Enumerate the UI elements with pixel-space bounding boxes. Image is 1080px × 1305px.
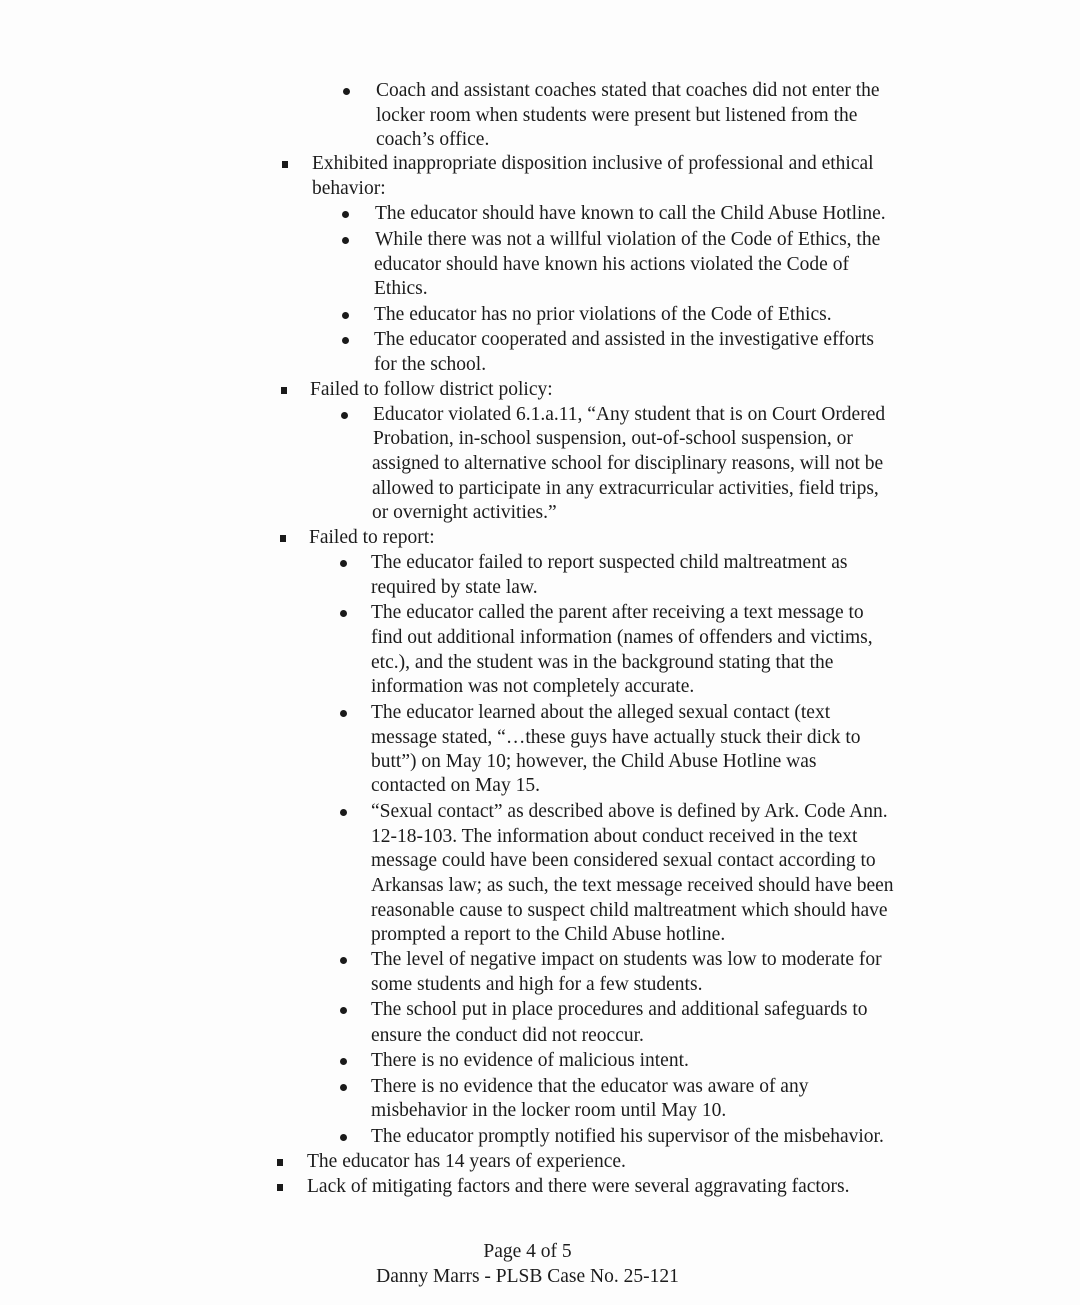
- text-line: The educator called the parent after receiving a text message to: [371, 602, 864, 623]
- text-line: Failed to report:: [309, 527, 435, 548]
- text-line: ensure the conduct did not reoccur.: [371, 1025, 644, 1046]
- text-line: The educator cooperated and assisted in the investigative efforts: [374, 329, 874, 350]
- square-bullet-icon: [277, 1159, 283, 1166]
- text-line: Coach and assistant coaches stated that coaches did not enter the: [376, 80, 880, 101]
- text-line: message could have been considered sexual contact according to: [371, 850, 876, 871]
- text-line: butt”) on May 10; however, the Child Abuse Hotline was: [371, 751, 817, 772]
- round-bullet-icon: [340, 1058, 347, 1065]
- text-line: The educator has 14 years of experience.: [307, 1151, 626, 1172]
- text-line: for the school.: [374, 354, 487, 375]
- text-line: locker room when students were present but listened from the: [376, 105, 858, 126]
- text-line: contacted on May 15.: [371, 775, 540, 796]
- text-line: misbehavior in the locker room until May 10.: [371, 1100, 727, 1121]
- text-line: Probation, in-school suspension, out-of-school suspension, or: [373, 428, 853, 449]
- round-bullet-icon: [340, 610, 347, 617]
- text-line: educator should have known his actions violated the Code of: [374, 254, 849, 275]
- text-line: The educator failed to report suspected child maltreatment as: [371, 552, 848, 573]
- round-bullet-icon: [342, 237, 349, 244]
- text-line: The educator learned about the alleged sexual contact (text: [371, 702, 831, 723]
- round-bullet-icon: [342, 312, 349, 319]
- text-line: The level of negative impact on students was low to moderate for: [371, 949, 882, 970]
- text-line: The educator promptly notified his supervisor of the misbehavior.: [371, 1126, 884, 1147]
- square-bullet-icon: [280, 535, 286, 542]
- text-line: prompted a report to the Child Abuse hotline.: [371, 924, 726, 945]
- round-bullet-icon: [340, 957, 347, 964]
- round-bullet-icon: [343, 88, 350, 95]
- text-line: Failed to follow district policy:: [310, 379, 553, 400]
- text-line: message stated, “…these guys have actually stuck their dick to: [371, 727, 861, 748]
- text-line: The educator has no prior violations of the Code of Ethics.: [374, 304, 832, 325]
- text-line: assigned to alternative school for disciplinary reasons, will not be: [372, 453, 884, 474]
- round-bullet-icon: [340, 809, 347, 816]
- round-bullet-icon: [340, 1007, 347, 1014]
- square-bullet-icon: [281, 387, 287, 394]
- text-line: or overnight activities.”: [372, 502, 557, 523]
- text-line: Exhibited inappropriate disposition inclusive of professional and ethical: [312, 153, 874, 174]
- text-line: etc.), and the student was in the background stating that the: [371, 652, 834, 673]
- text-line: behavior:: [312, 178, 386, 199]
- text-line: 12-18-103. The information about conduct received in the text: [371, 826, 858, 847]
- round-bullet-icon: [342, 337, 349, 344]
- text-line: There is no evidence of malicious intent.: [371, 1050, 689, 1071]
- text-line: Lack of mitigating factors and there were several aggravating factors.: [307, 1176, 850, 1197]
- text-line: Arkansas law; as such, the text message received should have been: [371, 875, 894, 896]
- text-line: some students and high for a few students.: [371, 974, 703, 995]
- case-reference: Danny Marrs - PLSB Case No. 25-121: [376, 1266, 679, 1287]
- page-number: Page 4 of 5: [483, 1241, 572, 1262]
- text-line: Educator violated 6.1.a.11, “Any student that is on Court Ordered: [373, 404, 886, 425]
- text-line: The educator should have known to call the Child Abuse Hotline.: [375, 203, 886, 224]
- round-bullet-icon: [340, 560, 347, 567]
- round-bullet-icon: [340, 1134, 347, 1141]
- text-line: find out additional information (names of offenders and victims,: [371, 627, 873, 648]
- round-bullet-icon: [340, 1084, 347, 1091]
- text-line: allowed to participate in any extracurricular activities, field trips,: [372, 478, 879, 499]
- round-bullet-icon: [340, 710, 347, 717]
- text-line: information was not completely accurate.: [371, 676, 695, 697]
- text-line: coach’s office.: [376, 129, 490, 150]
- square-bullet-icon: [282, 161, 288, 168]
- text-line: required by state law.: [371, 577, 538, 598]
- text-line: Ethics.: [374, 278, 428, 299]
- text-line: “Sexual contact” as described above is defined by Ark. Code Ann.: [371, 801, 888, 822]
- text-line: The school put in place procedures and additional safeguards to: [371, 999, 868, 1020]
- text-line: reasonable cause to suspect child maltreatment which should have: [371, 900, 888, 921]
- round-bullet-icon: [341, 412, 348, 419]
- square-bullet-icon: [277, 1184, 283, 1191]
- text-line: There is no evidence that the educator was aware of any: [371, 1076, 809, 1097]
- text-line: While there was not a willful violation of the Code of Ethics, the: [375, 229, 881, 250]
- round-bullet-icon: [342, 211, 349, 218]
